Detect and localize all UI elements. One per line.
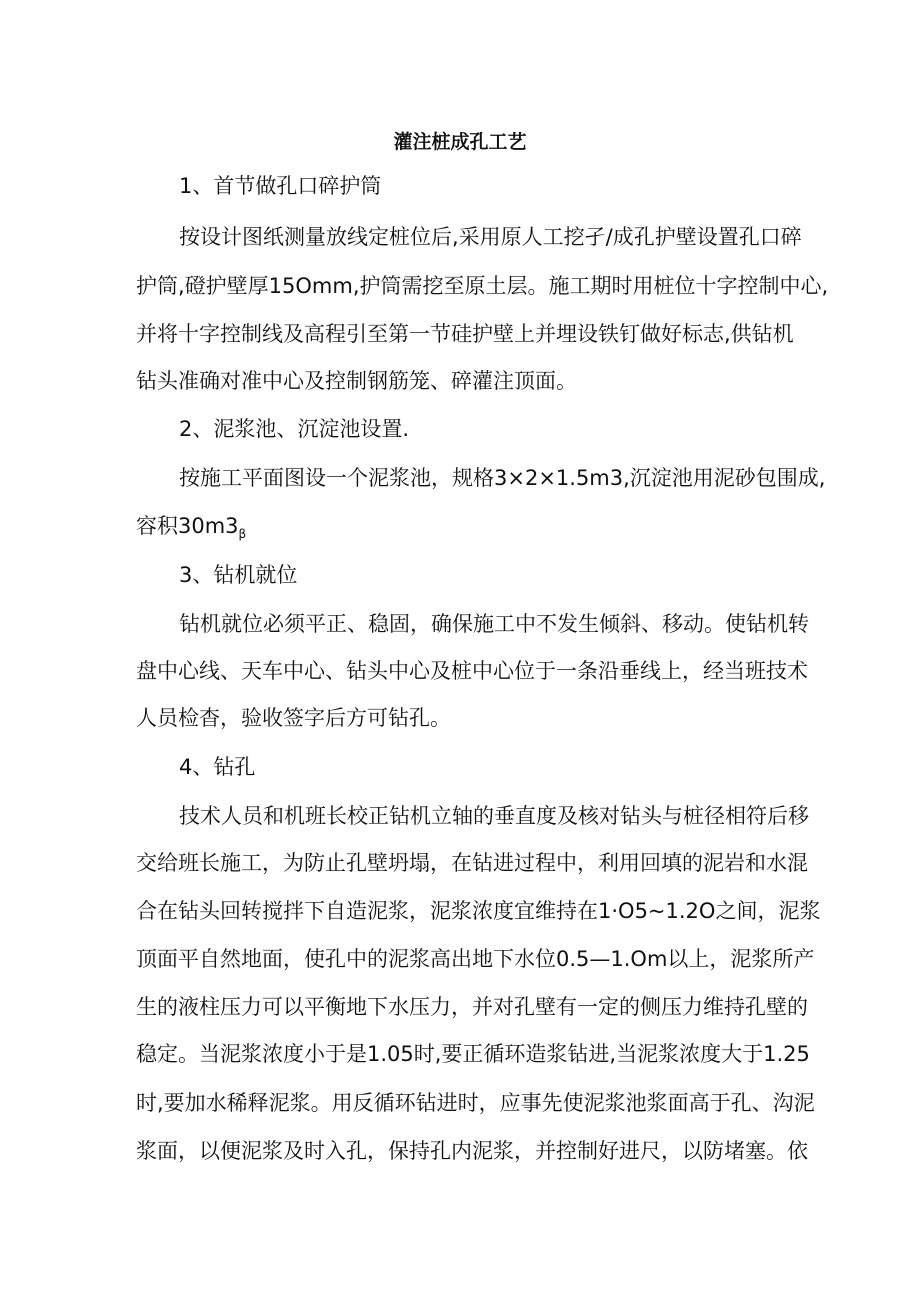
paragraph-line: 时,要加水稀释泥浆。用反循环钻进时，应事先使泥浆池浆面高于孔、沟泥 [136, 1091, 815, 1115]
paragraph-line: 护筒,磴护壁厚15Omm,护筒需挖至原土层。施工期时用桩位十字控制中心, [136, 274, 829, 298]
section-heading: 3、钻机就位 [179, 563, 298, 587]
paragraph-line: 盘中心线、天车中心、钻头中心及桩中心位于一条沿垂线上，经当班技术 [136, 659, 808, 683]
section-heading: 1、首节做孔口碎护筒 [179, 174, 382, 198]
paragraph-line: 顶面平自然地面，使孔中的泥浆高出地下水位0.5—1.Om以上，泥浆所产 [136, 947, 815, 971]
paragraph-line: 技术人员和机班长校正钻机立轴的垂直度及核对钻头与桩径相符后移 [179, 804, 809, 828]
paragraph-line: 按施工平面图设一个泥浆池，规格3×2×1.5m3,沉淀池用泥砂包围成, [179, 466, 826, 490]
paragraph-text: 容积30m3 [136, 514, 239, 538]
subscript-mark: β [238, 527, 247, 541]
paragraph-line: 按设计图纸测量放线定桩位后,采用原人工挖孑/成孔护壁设置孔口碎 [179, 225, 802, 249]
paragraph-line: 生的液柱压力可以平衡地下水压力，并对孔壁有一定的侧压力维持孔壁的 [136, 995, 808, 1019]
section-heading: 4、钻孔 [179, 755, 256, 779]
paragraph-line: 并将十字控制线及高程引至第一节硅护壁上并埋设铁钉做好标志,供钻机 [136, 322, 794, 346]
paragraph-line: 人员检杳，验收签字后方可钻孔。 [136, 706, 451, 730]
section-heading: 2、泥浆池、沉淀池设置. [179, 417, 410, 441]
paragraph-line: 钻头准确对准中心及控制钢筋笼、碎灌注顶面。 [136, 369, 577, 393]
paragraph-line: 交给班长施工，为防止孔壁坍塌，在钻进过程中，利用回填的泥岩和水混 [136, 851, 808, 875]
paragraph-line: 稳定。当泥浆浓度小于是1.05时,要正循环造浆钻进,当泥浆浓度大于1.25 [136, 1042, 810, 1066]
paragraph-line: 合在钻头回转搅拌下自造泥浆，泥浆浓度宜维持在1·O5~1.2O之间，泥浆 [136, 899, 821, 923]
document-title: 灌注桩成孔工艺 [393, 131, 527, 153]
paragraph-line: 钻机就位必须平正、稳固，确保施工中不发生倾斜、移动。使钻机转 [179, 612, 809, 636]
paragraph-line: 浆面，以便泥浆及时入孔，保持孔内泥浆，并控制好进尺，以防堵塞。依 [136, 1139, 808, 1163]
paragraph-line [136, 511, 246, 549]
